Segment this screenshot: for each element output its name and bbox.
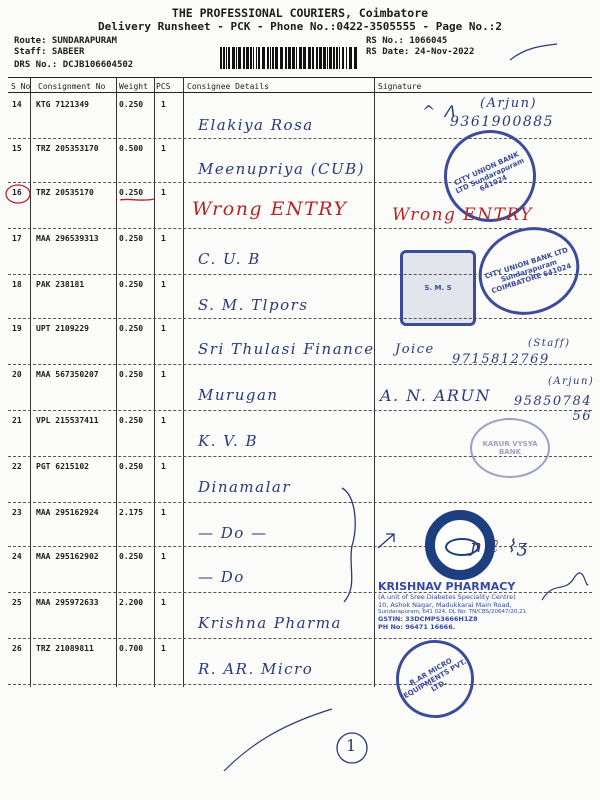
company-title: THE PROFESSIONAL COURIERS, Coimbatore [171,6,429,20]
page-mark: 1 [346,736,358,755]
sig14-phone: 9361900885 [450,114,555,130]
row-weight: 2.200 [119,598,144,607]
row-pcs: 1 [161,324,166,333]
row-pcs: 1 [161,598,166,607]
row-pcs: 1 [161,188,166,197]
barcode-bar [329,47,332,69]
row-consignee-handwritten: Sri Thulasi Finance [198,340,375,358]
sig20-name: (Arjun) [548,376,595,387]
runsheet-subtitle: Delivery Runsheet - PCK - Phone No.:0422-3505555 - Page No.:2 [98,20,502,33]
barcode-bar [256,47,257,69]
barcode-bar [272,47,274,69]
barcode-bar [250,47,252,69]
row-consignment-no: MAA 295162924 [36,508,99,517]
row-consignee-handwritten: C. U. B [198,250,261,268]
row-weight: 2.175 [119,508,144,517]
barcode-bar [342,47,344,69]
rs-date: RS Date: 24-Nov-2022 [366,47,475,57]
barcode-bar [346,47,347,69]
arrow-mark [372,530,402,552]
barcode-bar [327,47,328,69]
row-consignment-no: PGT 6215102 [36,462,89,471]
row16-dash-mark [118,195,158,205]
sig16-wrong-entry: Wrong ENTRY [392,205,533,225]
row-weight: 0.250 [119,188,144,197]
row-consignee-handwritten: Wrong ENTRY [192,198,348,220]
row-sno: 25 [12,598,22,607]
row-divider [8,638,592,639]
col-divider [30,77,31,687]
row-consignee-handwritten: R. AR. Micro [198,660,314,678]
row-divider [8,228,592,229]
pharmacy-signature [540,570,590,610]
row-consignee-handwritten: Elakiya Rosa [198,116,314,134]
col-divider [374,77,375,687]
row-weight: 0.700 [119,644,144,653]
row16-circle-mark [4,182,34,206]
col-signature: Signature [378,82,422,91]
row-consignment-no: KTG 7121349 [36,100,89,109]
barcode-bar [246,47,249,69]
barcode-bar [319,47,322,69]
row-weight: 0.250 [119,552,144,561]
row-consignment-no: TRZ 20535170 [36,188,94,197]
barcode-bar [243,47,245,69]
row-consignee-handwritten: — Do [198,568,245,586]
row-pcs: 1 [161,644,166,653]
row-sno: 14 [12,100,22,109]
row-sno: 23 [12,508,22,517]
row-sno: 24 [12,552,22,561]
city-union-bank-stamp-2: CITY UNION BANK LTD Sundarapuram COIMBATORE 641024 [467,214,591,327]
kvb-stamp: KARUR VYSYA BANK [470,418,550,478]
row-consignee-handwritten: Meenupriya (CUB) [198,160,366,178]
col-divider [154,77,155,687]
row-sno: 26 [12,644,22,653]
row-consignment-no: PAK 238181 [36,280,85,289]
barcode-bar [267,47,269,69]
drs-number: DRS No.: DCJB106604502 [14,60,134,70]
row-pcs: 1 [161,552,166,561]
staff: Staff: SABEER [14,47,85,57]
barcode-bar [236,47,237,69]
sig14-scribble: ^ ⴷ [422,102,456,121]
col-divider [116,77,117,687]
sig19-name: (Staff) [528,338,571,349]
row-sno: 19 [12,324,22,333]
col-sno: S No [11,82,31,91]
barcode-bar [238,47,241,69]
row-pcs: 1 [161,280,166,289]
sig20-phone: 95850784 56 [513,394,592,424]
row-pcs: 1 [161,508,166,517]
row-consignee-handwritten: Krishna Pharma [198,614,342,632]
row-consignee-handwritten: Dinamalar [198,478,292,496]
row-weight: 0.500 [119,144,144,153]
row-consignee-handwritten: Murugan [198,386,279,404]
row-weight: 0.250 [119,370,144,379]
row-divider [8,318,592,319]
row-consignment-no: VPL 215537411 [36,416,99,425]
route: Route: SUNDARAPURAM [14,36,117,46]
barcode-bar [262,47,265,69]
row-consignment-no: MAA 295162902 [36,552,99,561]
row-consignment-no: MAA 295972633 [36,598,99,607]
barcode-bar [226,47,227,69]
barcode [220,47,360,69]
micro-equipments-stamp: R.AR MICRO EQUIPMENTS PVT. LTD. [382,626,489,733]
row-sno: 21 [12,416,22,425]
barcode-bar [285,47,287,69]
row-weight: 0.250 [119,280,144,289]
row-divider [8,684,592,685]
row-divider [8,410,592,411]
row-sno: 18 [12,280,22,289]
row-pcs: 1 [161,234,166,243]
krishnav-pharmacy-stamp: KRISHNAV PHARMACY (A unit of Sree Diabetes Speciality Centre) 10, Ashok Nagar, Madukkarai Main Road, Sundarapuram, 641 024. DL No: TN/CBS/20647/20,21 GSTIN: 33DCMPS3666H1Z8 PH No: 96471 16666. [378,580,527,631]
row-pcs: 1 [161,370,166,379]
row-divider [8,502,592,503]
row-consignee-handwritten: — Do — [198,524,268,542]
barcode-bar [296,47,297,69]
row-pcs: 1 [161,462,166,471]
col-consignee: Consignee Details [187,82,269,91]
row-consignment-no: MAA 567350207 [36,370,99,379]
barcode-bar [253,47,254,69]
barcode-bar [228,47,230,69]
row-pcs: 1 [161,416,166,425]
row-sno: 20 [12,370,22,379]
barcode-bar [336,47,338,69]
row-weight: 0.250 [119,416,144,425]
barcode-bar [354,47,357,69]
row-weight: 0.250 [119,462,144,471]
sig20: A. N. ARUN [380,386,491,405]
row-sno: 16 [12,188,22,197]
city-union-bank-stamp: CITY UNION BANK LTD Sundarapuram 641024 [429,115,551,237]
row-consignment-no: TRZ 21089811 [36,644,94,653]
barcode-bar [303,47,306,69]
barcode-bar [275,47,278,69]
sig19-phone: 9715812769 [452,352,550,367]
row-weight: 0.250 [119,100,144,109]
row-pcs: 1 [161,100,166,109]
rs-number: RS No.: 1066045 [366,36,448,46]
row-consignment-no: UPT 2109229 [36,324,89,333]
row-sno: 15 [12,144,22,153]
barcode-bar [232,47,235,69]
col-consignment: Consignment No [38,82,106,91]
barcode-bar [288,47,291,69]
sms-stamp: S. M. S [400,250,476,326]
col-pcs: PCS [156,82,171,91]
barcode-bar [223,47,225,69]
row-consignment-no: TRZ 205353170 [36,144,99,153]
row-consignment-no: MAA 296539313 [36,234,99,243]
row-weight: 0.250 [119,234,144,243]
row-consignee-handwritten: S. M. Tlpors [198,296,309,314]
sig14-name: (Arjun) [480,96,538,111]
row-sno: 22 [12,462,22,471]
col-weight: Weight [119,82,148,91]
row-consignee-handwritten: K. V. B [198,432,259,450]
barcode-bar [258,47,260,69]
barcode-bar [292,47,295,69]
bottom-scribble [220,705,340,775]
barcode-bar [316,47,318,69]
bracket-mark [338,486,368,606]
barcode-bar [270,47,271,69]
table-head-rule [8,92,592,93]
barcode-bar [339,47,340,69]
barcode-bar [333,47,335,69]
barcode-bar [323,47,326,69]
row-pcs: 1 [161,144,166,153]
pen-mark [505,40,565,70]
barcode-bar [299,47,302,69]
barcode-bar [349,47,352,69]
sig19: Joice [395,342,435,357]
sig22-scribble: ɲ ℓ ⌇ʒ [470,536,529,557]
row-sno: 17 [12,234,22,243]
barcode-bar [280,47,283,69]
barcode-bar [220,47,222,69]
barcode-bar [312,47,314,69]
barcode-bar [308,47,311,69]
col-divider [183,77,184,687]
table-top-rule [8,77,592,78]
row-weight: 0.250 [119,324,144,333]
